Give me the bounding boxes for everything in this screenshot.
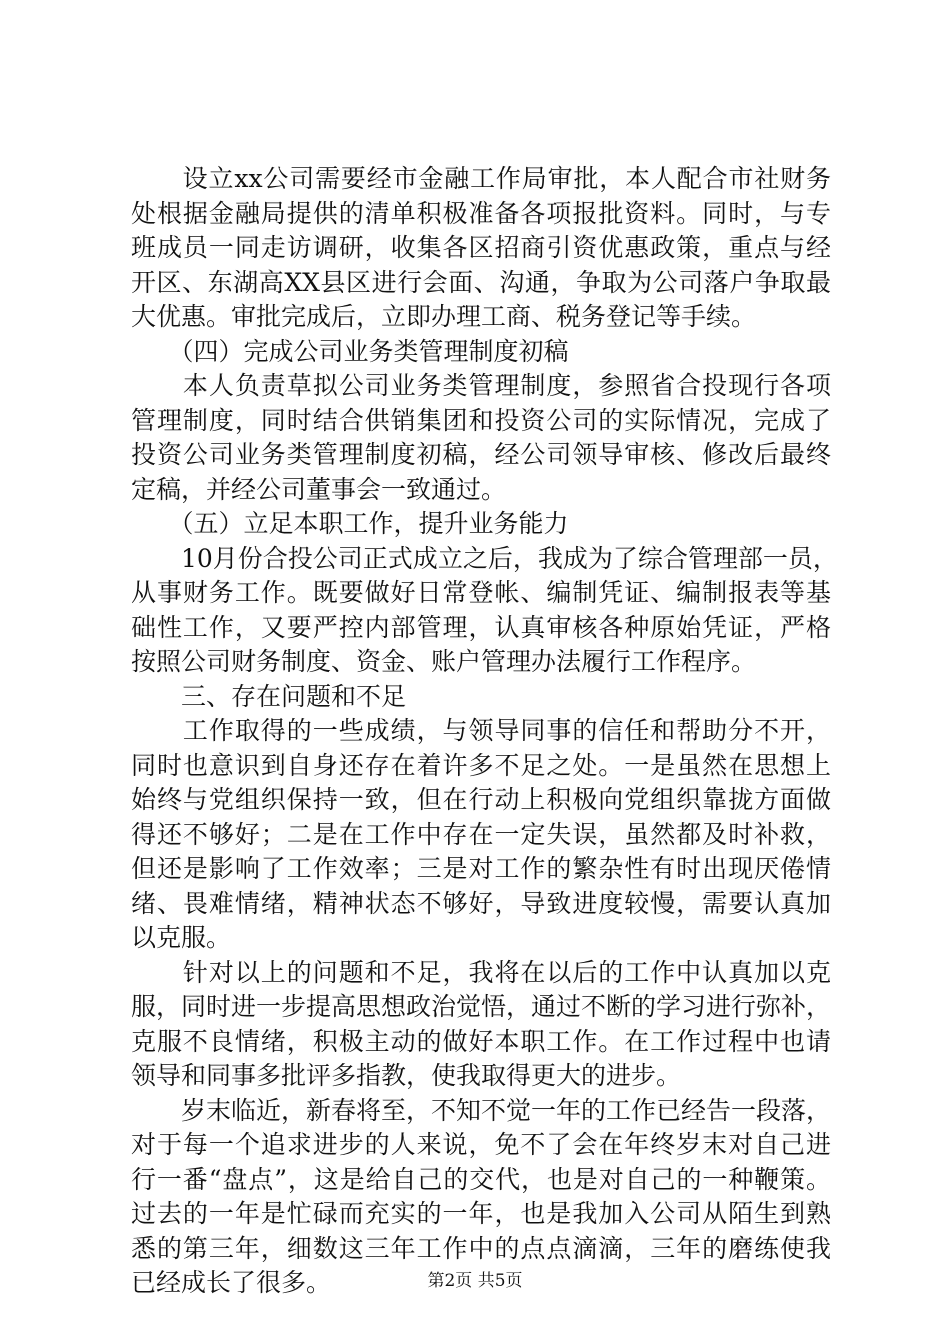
text-line: 得还不够好；二是在工作中存在一定失误，虽然都及时补救， [131,819,831,849]
text-line: 领导和同事多批评多指教，使我取得更大的进步。 [131,1061,682,1090]
text-line: 悉的第三年，细数这三年工作中的点点滴滴，三年的磨练使我 [131,1233,831,1263]
text-line: 岁末临近，新春将至，不知不觉一年的工作已经告一段落， [131,1095,832,1125]
text-line: 克服不良情绪，积极主动的做好本职工作。在工作过程中也请 [131,1026,831,1056]
text-line: 同时也意识到自身还存在着许多不足之处。一是虽然在思想上 [131,750,831,780]
text-line: 三、存在问题和不足 [131,681,407,711]
text-line: 按照公司财务制度、资金、账户管理办法履行工作程序。 [131,647,757,676]
text-line: 已经成长了很多。 [131,1268,332,1297]
text-line: 管理制度，同时结合供销集团和投资公司的实际情况，完成了 [131,405,831,435]
text-line: （五）立足本职工作，提升业务能力 [131,509,569,538]
text-line: 开区、东湖高XX县区进行会面、沟通，争取为公司落户争取最 [131,267,831,297]
text-line: 针对以上的问题和不足，我将在以后的工作中认真加以克 [131,957,831,987]
text-line: 设立xx公司需要经市金融工作局审批，本人配合市社财务 [131,164,831,193]
text-line: 绪、畏难情绪，精神状态不够好，导致进度较慢，需要认真加 [131,888,831,918]
text-line: 但还是影响了工作效率；三是对工作的繁杂性有时出现厌倦情 [131,854,831,883]
text-line: 工作取得的一些成绩，与领导同事的信任和帮助分不开， [131,716,831,745]
text-line: 础性工作，又要严控内部管理，认真审核各种原始凭证，严格 [131,612,831,642]
text-line: 班成员一同走访调研，收集各区招商引资优惠政策，重点与经 [131,233,831,262]
text-line: 以克服。 [131,923,232,952]
text-line: 对于每一个追求进步的人来说，免不了会在年终岁末对自己进 [131,1130,831,1159]
text-line: 投资公司业务类管理制度初稿，经公司领导审核、修改后最终 [131,440,831,469]
text-line: 行一番“盘点”，这是给自己的交代，也是对自己的一种鞭策。 [131,1164,831,1194]
text-line: 服，同时进一步提高思想政治觉悟，通过不断的学习进行弥补， [131,992,832,1021]
text-line: 过去的一年是忙碌而充实的一年，也是我加入公司从陌生到熟 [131,1199,831,1228]
text-line: 从事财务工作。既要做好日常登帐、编制凭证、编制报表等基 [131,578,831,607]
text-line: 本人负责草拟公司业务类管理制度，参照省合投现行各项 [131,371,831,400]
text-line: （四）完成公司业务类管理制度初稿 [131,336,569,366]
page-footer: 第2页 共5页 [427,1271,523,1291]
text-line: 处根据金融局提供的清单积极准备各项报批资料。同时，与专 [131,198,831,228]
text-line: 大优惠。审批完成后，立即办理工商、税务登记等手续。 [131,302,757,331]
text-line: 10月份合投公司正式成立之后，我成为了综合管理部一员， [131,543,838,573]
document-body [131,162,838,1301]
text-line: 始终与党组织保持一致，但在行动上积极向党组织靠拢方面做 [131,785,831,814]
text-line: 定稿，并经公司董事会一致通过。 [131,474,507,504]
